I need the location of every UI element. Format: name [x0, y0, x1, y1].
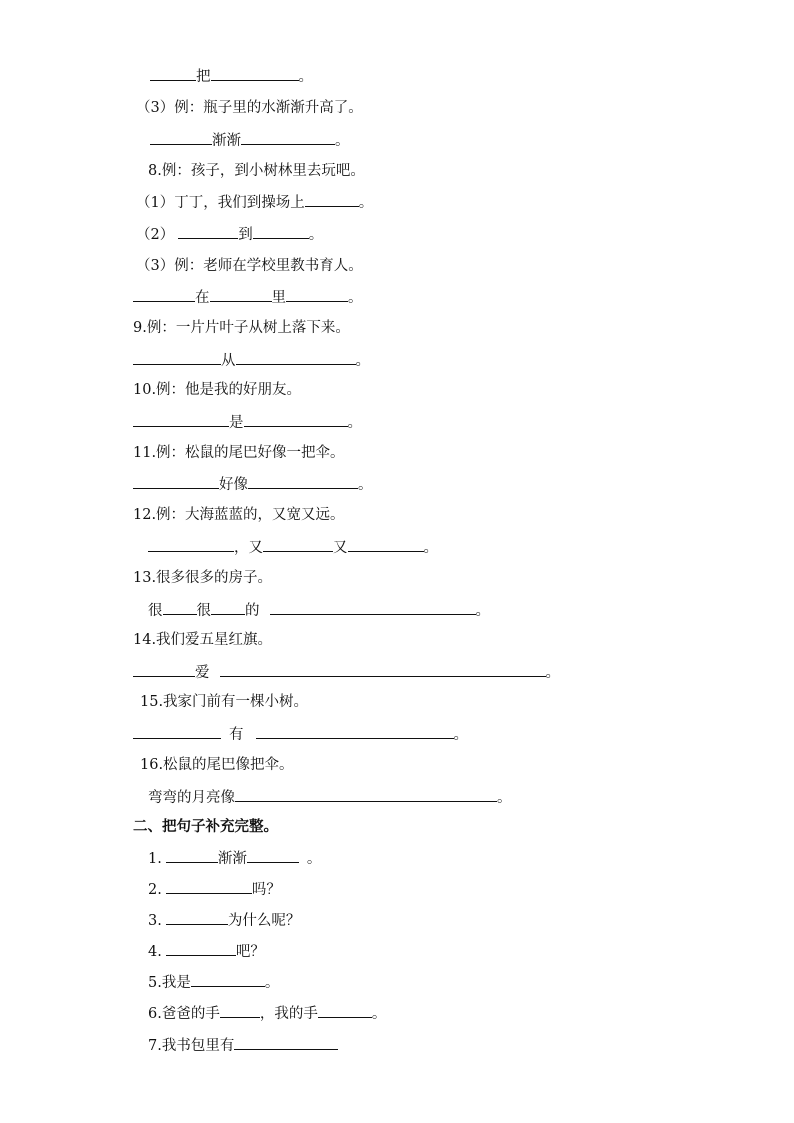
question-12-example: [133, 505, 345, 525]
answer-blank[interactable]: [166, 879, 252, 894]
answer-blank[interactable]: [241, 130, 335, 145]
answer-line: [148, 600, 490, 621]
answer-blank[interactable]: [133, 287, 195, 302]
question-text: 13.很多很多的房子。: [133, 570, 273, 586]
word: 很: [196, 603, 211, 619]
question-text: 14.我们爱五星红旗。: [133, 632, 273, 648]
answer-blank[interactable]: [133, 474, 219, 489]
line-1: [150, 66, 313, 87]
answer-blank[interactable]: [247, 848, 299, 863]
word: ，又: [234, 540, 263, 556]
answer-blank[interactable]: [166, 941, 236, 956]
question-tail: 为什么呢？: [227, 913, 301, 929]
answer-blank[interactable]: [256, 724, 454, 739]
answer-blank[interactable]: [253, 224, 309, 239]
question-13: [133, 568, 272, 588]
word: 渐渐: [217, 851, 247, 867]
question-text: 15.我家门前有一棵小树。: [140, 694, 309, 710]
answer-blank[interactable]: [305, 192, 359, 207]
answer-blank[interactable]: [211, 600, 245, 615]
punct: 。: [453, 727, 468, 743]
punct: 。: [371, 1006, 387, 1022]
punct: 。: [475, 603, 490, 619]
answer-blank[interactable]: [244, 412, 348, 427]
q6-line: [148, 1003, 386, 1024]
answer-blank[interactable]: [163, 600, 197, 615]
answer-blank[interactable]: [133, 724, 221, 739]
word: 到: [238, 227, 253, 243]
word: 是: [229, 415, 244, 431]
prompt-text: （2）: [136, 227, 175, 243]
question-number: 2.: [148, 882, 162, 898]
punct: 。: [355, 353, 370, 369]
answer-blank[interactable]: [220, 1003, 260, 1018]
punct: 。: [347, 415, 362, 431]
question-9-example: [133, 318, 350, 338]
question-number: 5.我是: [148, 975, 191, 991]
question-8-example: [148, 161, 365, 181]
question-11-example: [133, 443, 345, 463]
question-15: [140, 692, 308, 712]
punct: 。: [358, 477, 373, 493]
answer-line: [150, 130, 350, 151]
word: ，我的手: [259, 1006, 318, 1022]
answer-blank[interactable]: [286, 287, 348, 302]
question-number: 6.爸爸的手: [148, 1006, 220, 1022]
q4-line: [148, 941, 265, 962]
answer-blank[interactable]: [150, 66, 196, 81]
answer-line: [136, 192, 373, 213]
example-text: （3）例：老师在学校里教书育人。: [136, 258, 363, 274]
question-number: 4.: [148, 944, 162, 960]
punct: 。: [545, 665, 560, 681]
answer-line: [136, 224, 323, 245]
section-2-title: [133, 817, 278, 837]
answer-blank[interactable]: [133, 662, 195, 677]
answer-blank[interactable]: [348, 537, 424, 552]
answer-line: [133, 412, 362, 433]
answer-blank[interactable]: [191, 972, 265, 987]
question-tail: 吗？: [251, 882, 281, 898]
example-text: 8.例：孩子，到小树林里去玩吧。: [148, 163, 365, 179]
answer-blank[interactable]: [166, 848, 218, 863]
q5-line: [148, 972, 279, 993]
word: 有: [229, 727, 244, 743]
section-title: 二、把句子补充完整。: [133, 819, 278, 835]
answer-line: [148, 787, 512, 808]
punct: 。: [298, 69, 313, 85]
question-number: 3.: [148, 913, 162, 929]
question-14: [133, 630, 272, 650]
answer-blank[interactable]: [150, 130, 212, 145]
answer-blank[interactable]: [133, 412, 229, 427]
example-line: [136, 98, 363, 118]
word: 在: [195, 290, 210, 306]
answer-blank[interactable]: [210, 287, 272, 302]
q2-line: [148, 879, 281, 900]
answer-blank[interactable]: [133, 350, 221, 365]
word: 很: [148, 603, 163, 619]
q1-line: [148, 848, 321, 869]
answer-line: [133, 350, 370, 371]
punct: 。: [423, 540, 438, 556]
question-10-example: [133, 380, 301, 400]
answer-blank[interactable]: [236, 350, 356, 365]
answer-line: [148, 537, 438, 558]
answer-blank[interactable]: [234, 1035, 338, 1050]
question-text: 16.松鼠的尾巴像把伞。: [140, 757, 294, 773]
example-text: 11.例：松鼠的尾巴好像一把伞。: [133, 445, 345, 461]
word: 的: [245, 603, 260, 619]
prompt-text: 弯弯的月亮像: [148, 790, 235, 806]
q7-line: [148, 1035, 338, 1056]
answer-blank[interactable]: [220, 662, 546, 677]
word: 爱: [195, 665, 210, 681]
punct: 。: [348, 290, 363, 306]
answer-blank[interactable]: [235, 787, 497, 802]
answer-blank[interactable]: [263, 537, 333, 552]
question-number: 7.我书包里有: [148, 1038, 235, 1054]
word: 里: [271, 290, 286, 306]
word: 把: [196, 69, 211, 85]
punct: 。: [264, 975, 280, 991]
question-number: 1.: [148, 851, 162, 867]
example-text: （3）例：瓶子里的水渐渐升高了。: [136, 100, 363, 116]
example-text: 12.例：大海蓝蓝的，又宽又远。: [133, 507, 345, 523]
answer-line: [133, 474, 373, 495]
word: 好像: [219, 477, 248, 493]
answer-blank[interactable]: [148, 537, 234, 552]
example-line: [136, 256, 363, 276]
punct: 。: [358, 195, 374, 211]
punct: 。: [335, 133, 350, 149]
example-text: 10.例：他是我的好朋友。: [133, 382, 302, 398]
answer-blank[interactable]: [211, 66, 299, 81]
word: 又: [333, 540, 348, 556]
answer-line: [133, 662, 560, 683]
punct: 。: [306, 851, 322, 867]
answer-blank[interactable]: [178, 224, 238, 239]
word: 渐渐: [212, 133, 241, 149]
q3-line: [148, 910, 300, 931]
answer-blank[interactable]: [166, 910, 228, 925]
question-16: [140, 755, 294, 775]
prompt-text: （1）丁丁，我们到操场上: [136, 195, 305, 211]
answer-line: [133, 724, 468, 745]
answer-line: [133, 287, 363, 308]
example-text: 9.例：一片片叶子从树上落下来。: [133, 320, 350, 336]
question-tail: 吧？: [235, 944, 265, 960]
answer-blank[interactable]: [318, 1003, 372, 1018]
answer-blank[interactable]: [248, 474, 358, 489]
word: 从: [221, 353, 236, 369]
punct: 。: [308, 227, 324, 243]
answer-blank[interactable]: [270, 600, 476, 615]
punct: 。: [497, 790, 512, 806]
